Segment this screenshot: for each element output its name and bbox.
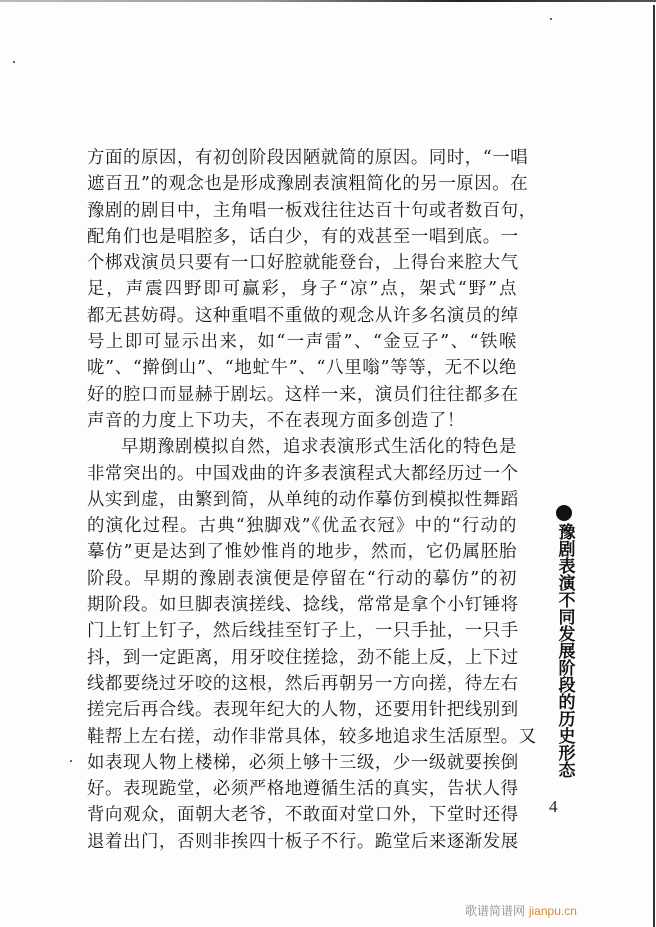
text-line: 搓完后再合线。表现年纪大的人物，还要用针把线别到: [87, 700, 519, 721]
scan-speck: [13, 61, 15, 63]
scan-right-edge: [653, 5, 655, 927]
body-text: [87, 145, 537, 855]
text-line: 都无甚妨碍。这种重唱不重做的观念从许多名演员的绰: [87, 305, 519, 326]
text-line: 摹仿”更是达到了惟妙惟肖的地步，然而，它仍属胚胎: [87, 542, 517, 563]
text-line: 门上钉上钉子，然后线挂至钉子上，一只手扯，一只手: [87, 621, 519, 642]
text-line: 退着出门，否则非挨四十板子不行。跪堂后来逐渐发展: [87, 831, 519, 852]
bullet-circle-icon: [556, 505, 572, 521]
text-line: 好的腔口而显赫于剧坛。这样一来，演员们往往都多在: [87, 384, 519, 405]
text-line: 如表现人物上楼梯，必须上够十三级，少一级就要挨倒: [87, 752, 519, 773]
chapter-title-vertical: 豫剧表演不同发展阶段的历史形态: [554, 523, 575, 778]
scan-speck: [70, 760, 72, 762]
text-line: 阶段。早期的豫剧表演便是停留在“行动的摹仿”的初: [87, 568, 517, 589]
text-line: 豫剧的剧目中，主角唱一板戏往往达百十句或者数百句，: [87, 200, 537, 221]
text-line: 背向观众，面朝大老爷，不敢面对堂口外，下堂时还得: [87, 805, 519, 826]
watermark-cn: 歌谱简谱网: [465, 904, 526, 918]
text-line: 非常突出的。中国戏曲的许多表演程式大都经历过一个: [87, 463, 519, 484]
watermark-en: jianpu.cn: [528, 904, 577, 918]
text-line: 的演化过程。古典“独脚戏”《优孟衣冠》中的“行动的: [87, 516, 517, 537]
chapter-side-tab: [546, 505, 582, 778]
text-line: 线都要绕过牙咬的这根，然后再朝另一方向搓，待左右: [87, 673, 519, 694]
text-line: 鞋帮上左右搓，动作非常具体，较多地追求生活原型。又: [87, 726, 537, 747]
text-line: 抖，到一定距离，用牙咬住搓捻，劲不能上反，上下过: [87, 647, 519, 668]
text-line: 早期豫剧模拟自然，追求表演形式生活化的特色是: [121, 437, 517, 458]
text-line: 声音的力度上下功夫，不在表现方面多创造了！: [87, 410, 465, 431]
scan-top-edge: [0, 0, 656, 2]
text-line: 好。表现跪堂，必须严格地遵循生活的真实，告状人得: [87, 779, 519, 800]
text-line: 遮百丑”的观念也是形成豫剧表演粗简化的另一原因。在: [87, 174, 529, 195]
text-line: 方面的原因，有初创阶段因陋就简的原因。同时，“一唱: [87, 148, 529, 168]
text-line: 个梆戏演员只要有一口好腔就能登台，上得台来腔大气: [87, 253, 519, 274]
text-line: 从实到虚，由繁到简，从单纯的动作摹仿到模拟性舞蹈: [87, 489, 519, 510]
text-line: 配角们也是唱腔多，话白少，有的戏甚至一唱到底。一: [87, 226, 519, 247]
text-line: 期阶段。如旦脚表演搓线、捻线，常常是拿个小钉锤将: [87, 595, 519, 616]
scan-speck: [550, 18, 552, 20]
watermark: [465, 902, 577, 919]
text-line: 足，声震四野即可赢彩，身子“凉”点，架式“野”点: [87, 279, 517, 300]
text-line: 咙”、“擀倒山”、“地虻牛”、“八里嗡”等等，无不以绝: [87, 358, 517, 379]
page-number: 4: [549, 797, 558, 816]
text-line: 号上即可显示出来，如“一声雷”、“金豆子”、“铁喉: [87, 332, 517, 353]
